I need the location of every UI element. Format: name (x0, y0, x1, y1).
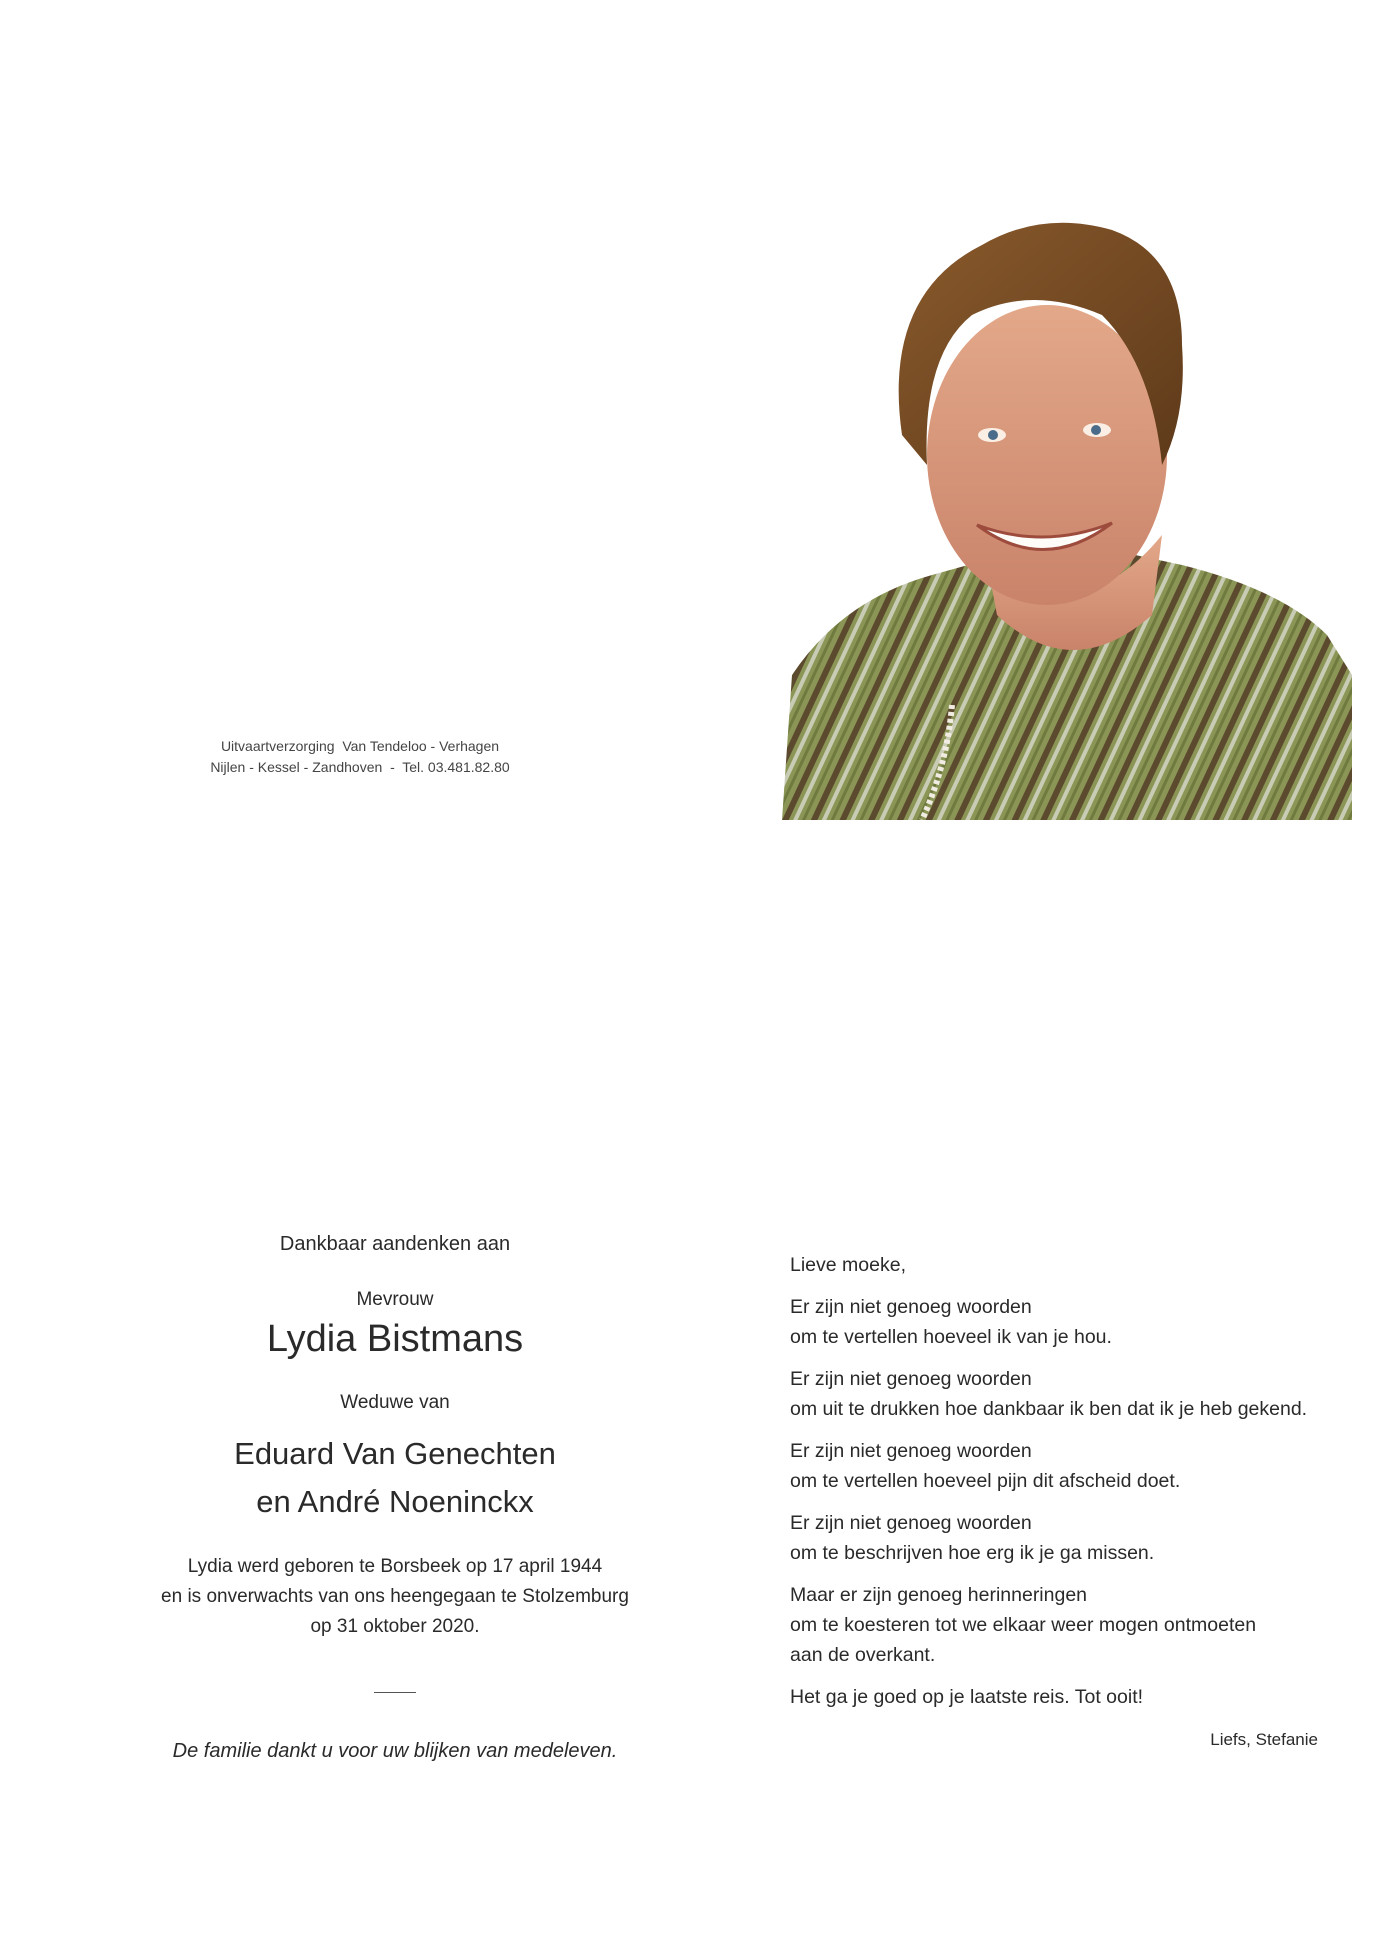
poem-stanza (790, 1580, 1330, 1670)
widow-of-label: Weduwe van (340, 1392, 450, 1413)
poem-line: Lieve moeke, (790, 1254, 906, 1276)
portrait-photo (782, 205, 1352, 820)
poem-line: aan de overkant. (790, 1644, 936, 1666)
poem-stanza (790, 1508, 1330, 1568)
poem-stanza (790, 1436, 1330, 1496)
intro-text: Dankbaar aandenken aan (279, 1233, 511, 1255)
poem-stanza (790, 1682, 1330, 1712)
poem-line: om uit te drukken hoe dankbaar ik ben dat ik je heb gekend. (790, 1398, 1308, 1420)
family-thanks: De familie dankt u voor uw blijken van medeleven. (172, 1740, 618, 1762)
funeral-home-name: Uitvaartverzorging Van Tendeloo - Verhagen (220, 738, 500, 754)
biography (95, 1552, 695, 1642)
portrait-illustration (782, 205, 1352, 820)
divider (374, 1692, 416, 1693)
poem-stanza (790, 1364, 1330, 1424)
poem-line: om te vertellen hoeveel pijn dit afscheid doet. (790, 1470, 1181, 1492)
poem-line: Er zijn niet genoeg woorden (790, 1440, 1032, 1462)
honorific: Mevrouw (356, 1289, 434, 1310)
poem-stanza (790, 1250, 1330, 1280)
signature: Liefs, Stefanie (1210, 1730, 1318, 1749)
funeral-home-credit (160, 736, 560, 778)
deceased-name: Lydia Bistmans (266, 1318, 524, 1360)
bio-line: en is onverwachts van ons heengegaan te Stolzemburg (161, 1586, 629, 1607)
poem-line: om te koesteren tot we elkaar weer mogen ontmoeten (790, 1614, 1257, 1636)
bio-line: op 31 oktober 2020. (310, 1616, 480, 1637)
bio-line: Lydia werd geboren te Borsbeek op 17 april 1944 (187, 1556, 603, 1577)
poem-stanza (790, 1292, 1330, 1352)
poem-line: Er zijn niet genoeg woorden (790, 1296, 1032, 1318)
poem-line: Er zijn niet genoeg woorden (790, 1512, 1032, 1534)
poem-line: om te beschrijven hoe erg ik je ga missen. (790, 1542, 1155, 1564)
memorial-text (95, 1230, 695, 1765)
spouse-name: Eduard Van Genechten (234, 1436, 556, 1471)
spouse-name: en André Noeninckx (256, 1484, 534, 1519)
poem-line: om te vertellen hoeveel ik van je hou. (790, 1326, 1112, 1348)
poem-line: Het ga je goed op je laatste reis. Tot ooit! (790, 1686, 1144, 1708)
poem-line: Maar er zijn genoeg herinneringen (790, 1584, 1088, 1606)
poem (790, 1250, 1330, 1724)
poem-line: Er zijn niet genoeg woorden (790, 1368, 1032, 1390)
funeral-home-contact: Nijlen - Kessel - Zandhoven - Tel. 03.481.82.80 (210, 759, 510, 775)
